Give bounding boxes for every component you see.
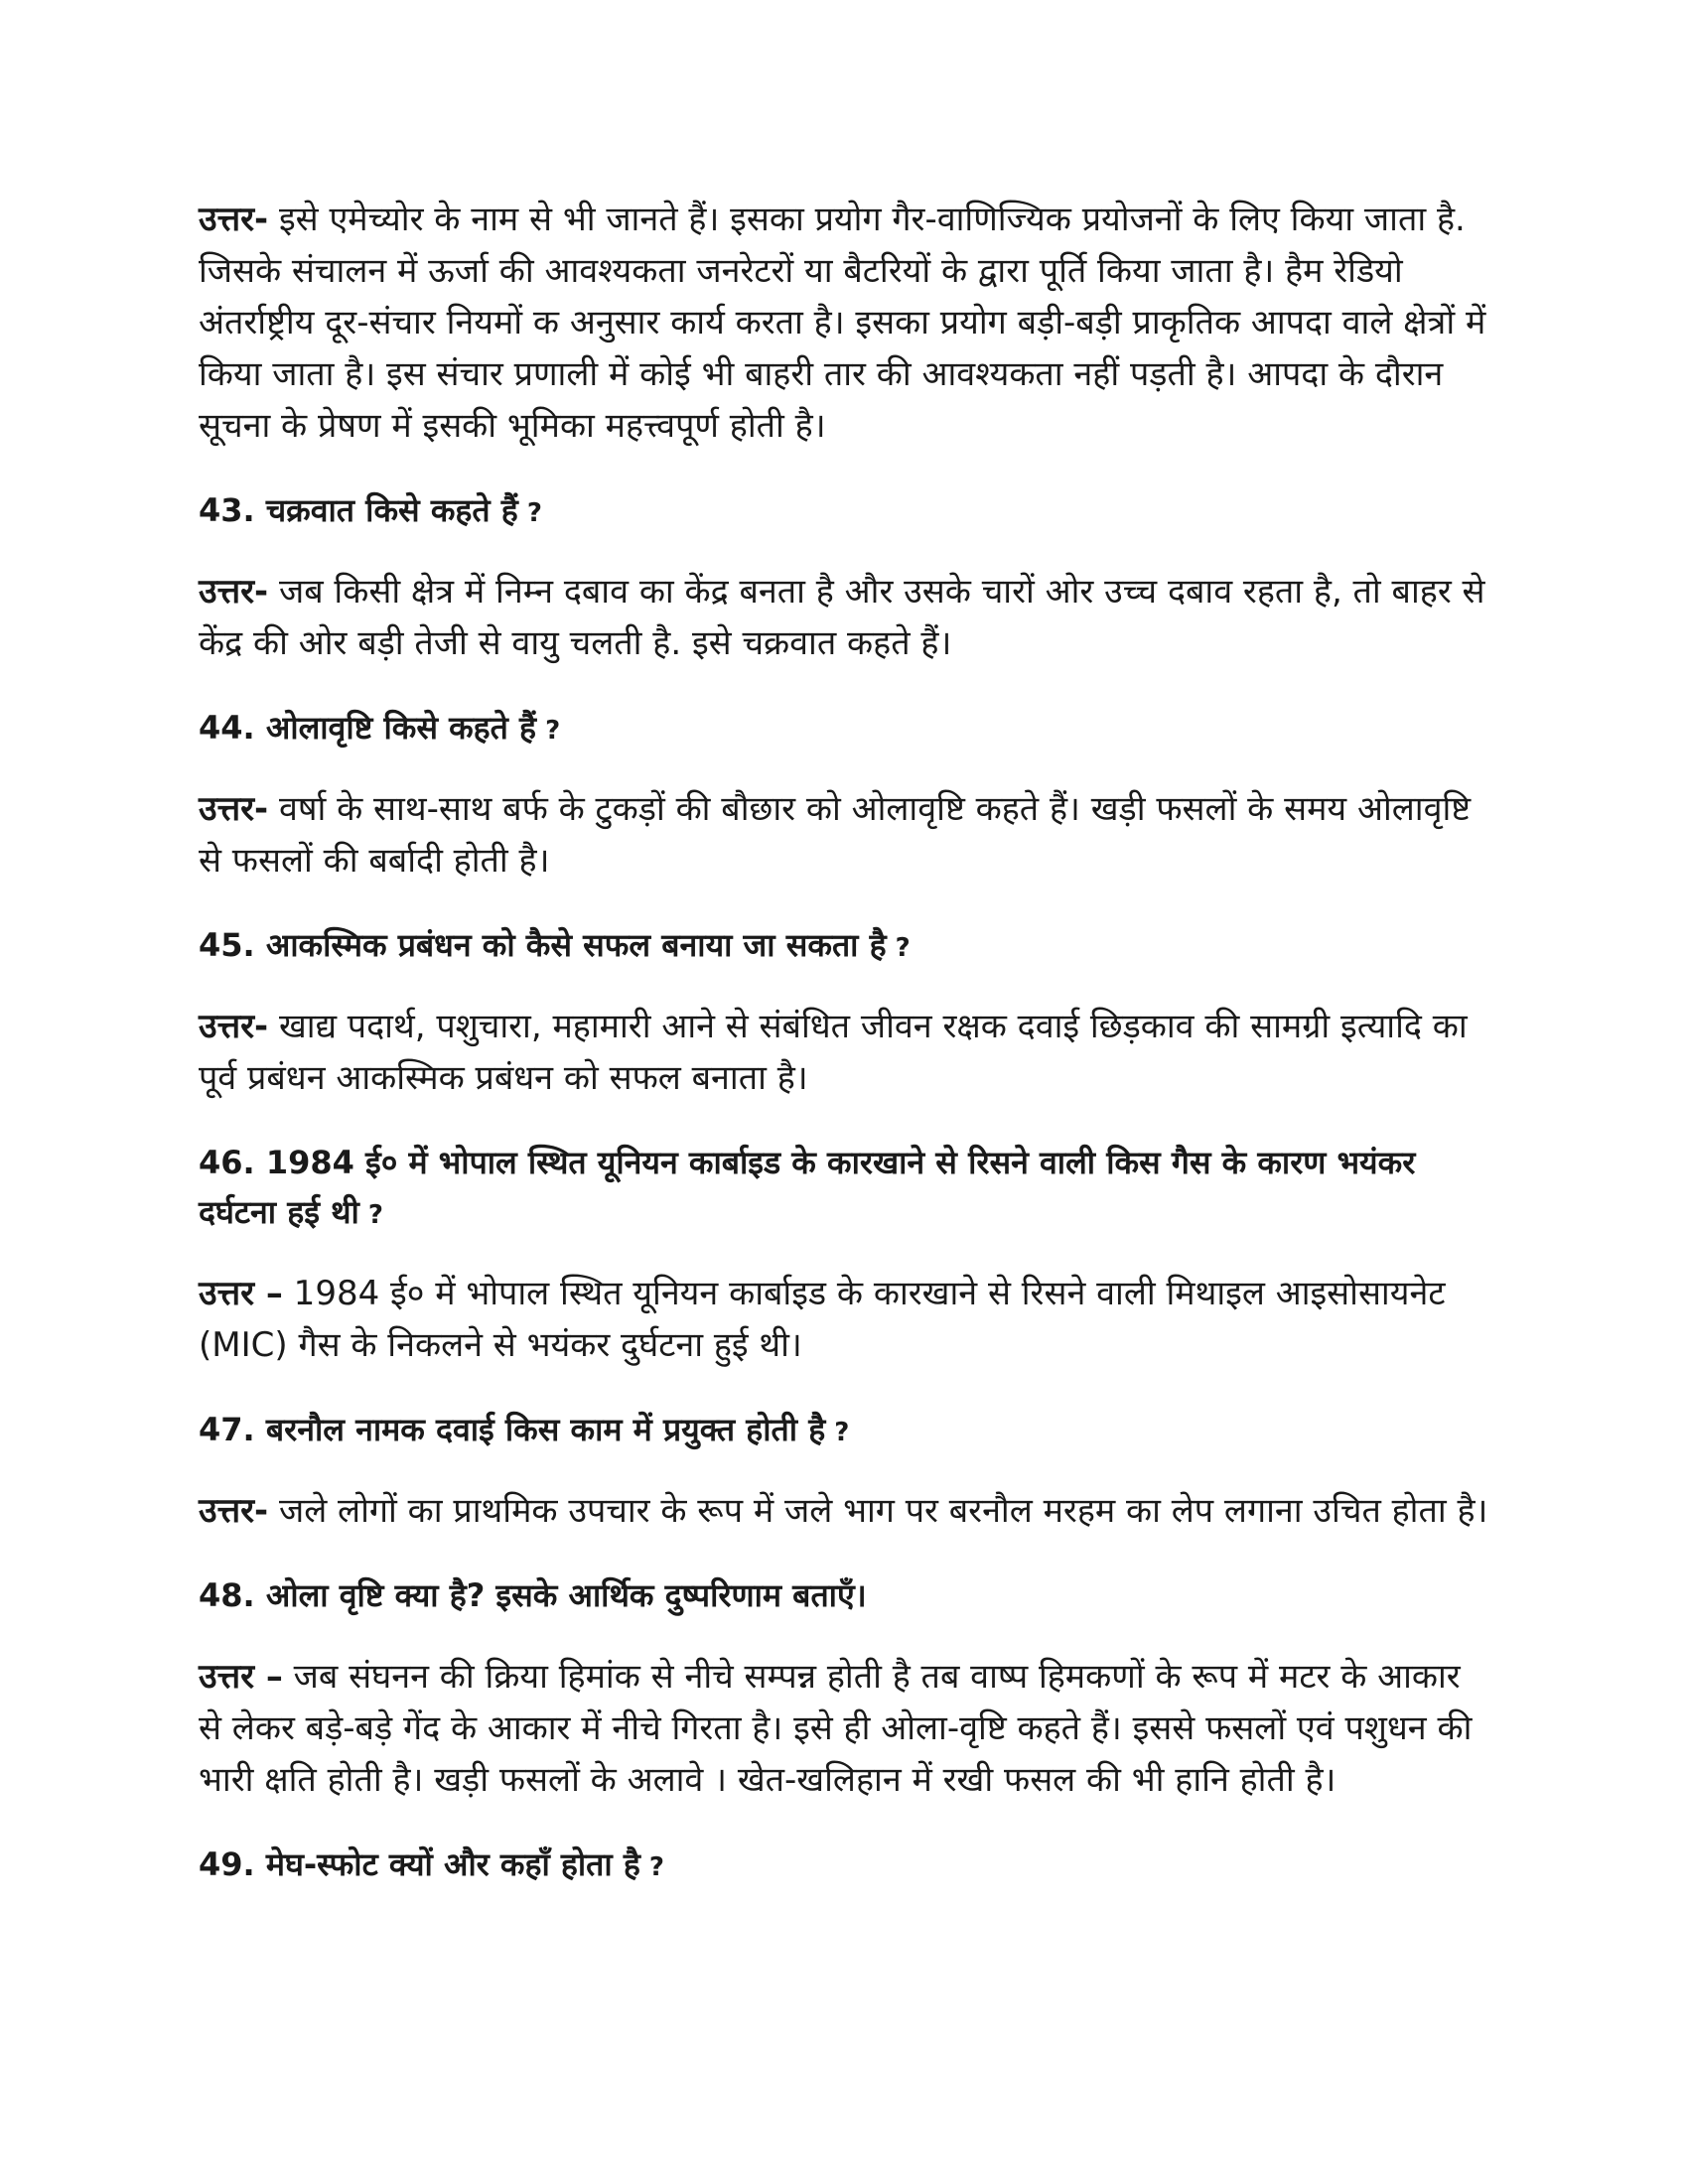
question-text: 49. मेघ-स्फोट क्यों और कहाँ होता है (199, 1845, 640, 1883)
answer-text: इसे एमेच्योर के नाम से भी जानते हैं। इसका प्रयोग गैर-वाणिज्यिक प्रयोजनों के लिए किया जाता है. जिसके संचालन में ऊर्जा की आवश्यकता जनरेटरों या बैटरियों के द्वारा पूर्ति किया जाता है। हैम रेडियो अंतर्राष्ट्रीय दूर-संचार नियमों क अनुसार कार्य करता है। इसका प्रयोग बड़ी-बड़ी प्राकृतिक आपदा वाले क्षेत्रों में किया जाता है। इस संचार प्रणाली में कोई भी बाहरी तार की आवश्यकता नहीं पड़ती है। आपदा के दौरान सूचना के प्रेषण में इसकी भूमिका महत्त्वपूर्ण होती है। (199, 200, 1486, 446)
answer-label: उत्तर – (199, 1274, 283, 1313)
answer-text: 1984 ई० में भोपाल स्थित यूनियन कार्बाइड के कारखाने से रिसने वाली मिथाइल आइसोसायनेट (MIC) गैस के निकलने से भयंकर दुर्घटना हुई थी। (199, 1274, 1446, 1365)
question-mark: ? (639, 1852, 664, 1882)
question-45 (199, 920, 1489, 973)
question-mark: ? (825, 1418, 850, 1447)
answer-text: जले लोगों का प्राथमिक उपचार के रूप में जले भाग पर बरनौल मरहम का लेप लगाना उचित होता है। (268, 1491, 1488, 1531)
question-mark: ? (358, 1200, 383, 1230)
question-text: 48. ओला वृष्टि क्या है? इसके आर्थिक दुष्परिणाम बताएँ। (199, 1576, 867, 1614)
answer-label: उत्तर- (199, 200, 269, 239)
answer-48 (199, 1651, 1489, 1806)
answer-text: खाद्य पदार्थ, पशुचारा, महामारी आने से संबंधित जीवन रक्षक दवाई छिड़काव की सामग्री इत्यादि का पूर्व प्रबंधन आकस्मिक प्रबंधन को सफल बनाता है। (199, 1007, 1468, 1098)
question-mark: ? (536, 716, 561, 746)
answer-text: जब किसी क्षेत्र में निम्न दबाव का केंद्र बनता है और उसके चारों ओर उच्च दबाव रहता है, तो बाहर से केंद्र की ओर बड़ी तेजी से वायु चलती है. इसे चक्रवात कहते हैं। (199, 572, 1485, 663)
question-49 (199, 1840, 1489, 1892)
answer-label: उत्तर- (199, 1007, 269, 1046)
answer-43 (199, 566, 1489, 669)
answer-47 (199, 1485, 1489, 1537)
question-mark: ? (517, 498, 542, 528)
question-46 (199, 1138, 1489, 1240)
question-text: 47. बरनौल नामक दवाई किस काम में प्रयुक्त होती है (199, 1411, 826, 1448)
question-text: 45. आकस्मिक प्रबंधन को कैसे सफल बनाया जा सकता है (199, 926, 887, 964)
question-text: 46. 1984 ई० में भोपाल स्थित यूनियन कार्बाइड के कारखाने से रिसने वाली किस गैस के कारण भयंकर दर्घटना हई थी (199, 1144, 1416, 1231)
question-44 (199, 703, 1489, 755)
answer-45 (199, 1001, 1489, 1104)
question-47 (199, 1405, 1489, 1457)
answer-46 (199, 1268, 1489, 1371)
question-48 (199, 1570, 1489, 1623)
document-page (199, 194, 1489, 1920)
question-mark: ? (886, 933, 911, 963)
answer-label: उत्तर- (199, 789, 269, 829)
question-text: 44. ओलावृष्टि किसे कहते हैं (199, 709, 537, 747)
answer-label: उत्तर – (199, 1657, 283, 1697)
answer-label: उत्तर- (199, 572, 269, 612)
question-text: 43. चक्रवात किसे कहते हैं (199, 491, 518, 529)
answer-44 (199, 783, 1489, 887)
answer-label: उत्तर- (199, 1491, 269, 1531)
question-43 (199, 485, 1489, 538)
answer-text: वर्षा के साथ-साथ बर्फ के टुकड़ों की बौछार को ओलावृष्टि कहते हैं। खड़ी फसलों के समय ओलावृष्टि से फसलों की बर्बादी होती है। (199, 789, 1472, 881)
answer-text: जब संघनन की क्रिया हिमांक से नीचे सम्पन्न होती है तब वाष्प हिमकणों के रूप में मटर के आकार से लेकर बड़े-बड़े गेंद के आकार में नीचे गिरता है। इसे ही ओला-वृष्टि कहते हैं। इससे फसलों एवं पशुधन की भारी क्षति होती है। खड़ी फसलों के अलावे । खेत-खलिहान में रखी फसल की भी हानि होती है। (199, 1657, 1473, 1800)
answer-ham-radio (199, 194, 1489, 452)
